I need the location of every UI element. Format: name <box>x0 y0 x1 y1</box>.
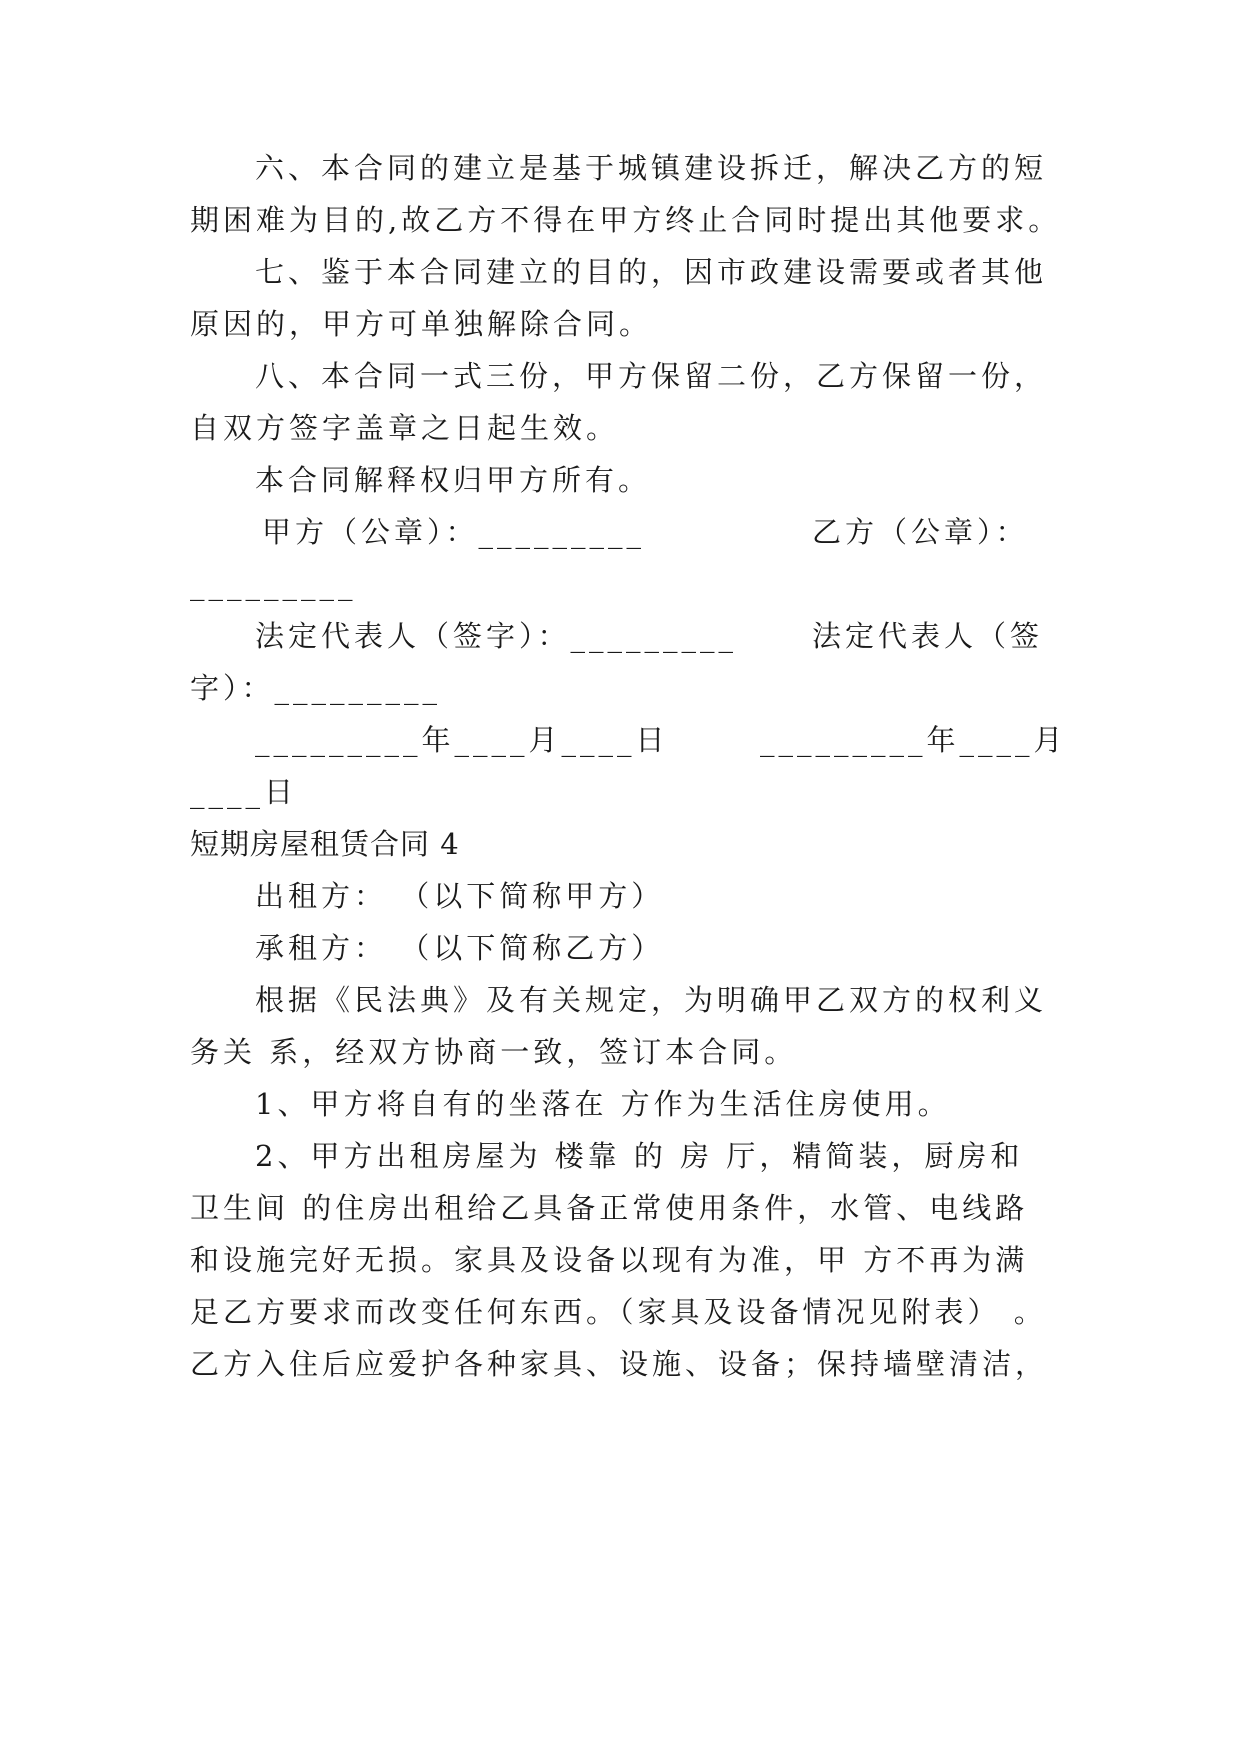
clause-2-line: 2、甲方出租房屋为 楼靠 的 房 厅，精简装，厨房和 <box>255 1139 1024 1173</box>
paragraph-line: 八、本合同一式三份，甲方保留二份，乙方保留一份， <box>255 359 1048 393</box>
date-b-cont: ____日 <box>190 775 298 809</box>
paragraph-line: 六、本合同的建立是基于城镇建设拆迁，解决乙方的短 <box>255 151 1048 185</box>
rep-b-signature-cont: 字）：_________ <box>190 671 442 705</box>
paragraph-line: 七、鉴于本合同建立的目的，因市政建设需要或者其他 <box>255 255 1048 289</box>
paragraph-line: 本合同解释权归甲方所有。 <box>255 463 652 497</box>
date-b-line: _________年____月 <box>760 723 1067 757</box>
paragraph-line: 务关 系，经双方协商一致，签订本合同。 <box>190 1035 798 1069</box>
paragraph-line: 和设施完好无损。家具及设备以现有为准，甲 方不再为满 <box>190 1243 1029 1277</box>
party-b-seal-line: 乙方（公章）： <box>812 515 1029 549</box>
paragraph-line: 根据《民法典》及有关规定，为明确甲乙双方的权利义 <box>255 983 1048 1017</box>
paragraph-line: 卫生间 的住房出租给乙具备正常使用条件，水管、电线路 <box>190 1191 1029 1225</box>
paragraph-line: 自双方签字盖章之日起生效。 <box>190 411 620 445</box>
rep-a-signature-line: 法定代表人（签字）：_________ <box>255 619 738 653</box>
section-title: 短期房屋租赁合同 4 <box>190 827 460 861</box>
party-b-seal-blank: _________ <box>190 567 357 601</box>
paragraph-line: 期困难为目的,故乙方不得在甲方终止合同时提出其他要求。 <box>190 203 1062 237</box>
clause-1-line: 1、甲方将自有的坐落在 方作为生活住房使用。 <box>255 1087 951 1121</box>
lessee-line: 承租方： （以下简称乙方） <box>255 931 665 965</box>
paragraph-line: 乙方入住后应爱护各种家具、设施、设备；保持墙壁清洁， <box>190 1347 1049 1381</box>
lessor-line: 出租方： （以下简称甲方） <box>255 879 665 913</box>
paragraph-line: 足乙方要求而改变任何东西。（家具及设备情况见附表） 。 <box>190 1295 1047 1329</box>
date-a-line: _________年____月____日 <box>255 723 669 757</box>
paragraph-line: 原因的，甲方可单独解除合同。 <box>190 307 653 341</box>
rep-b-signature-line: 法定代表人（签 <box>812 619 1044 653</box>
party-a-seal-line: 甲方（公章）：_________ <box>262 515 646 549</box>
